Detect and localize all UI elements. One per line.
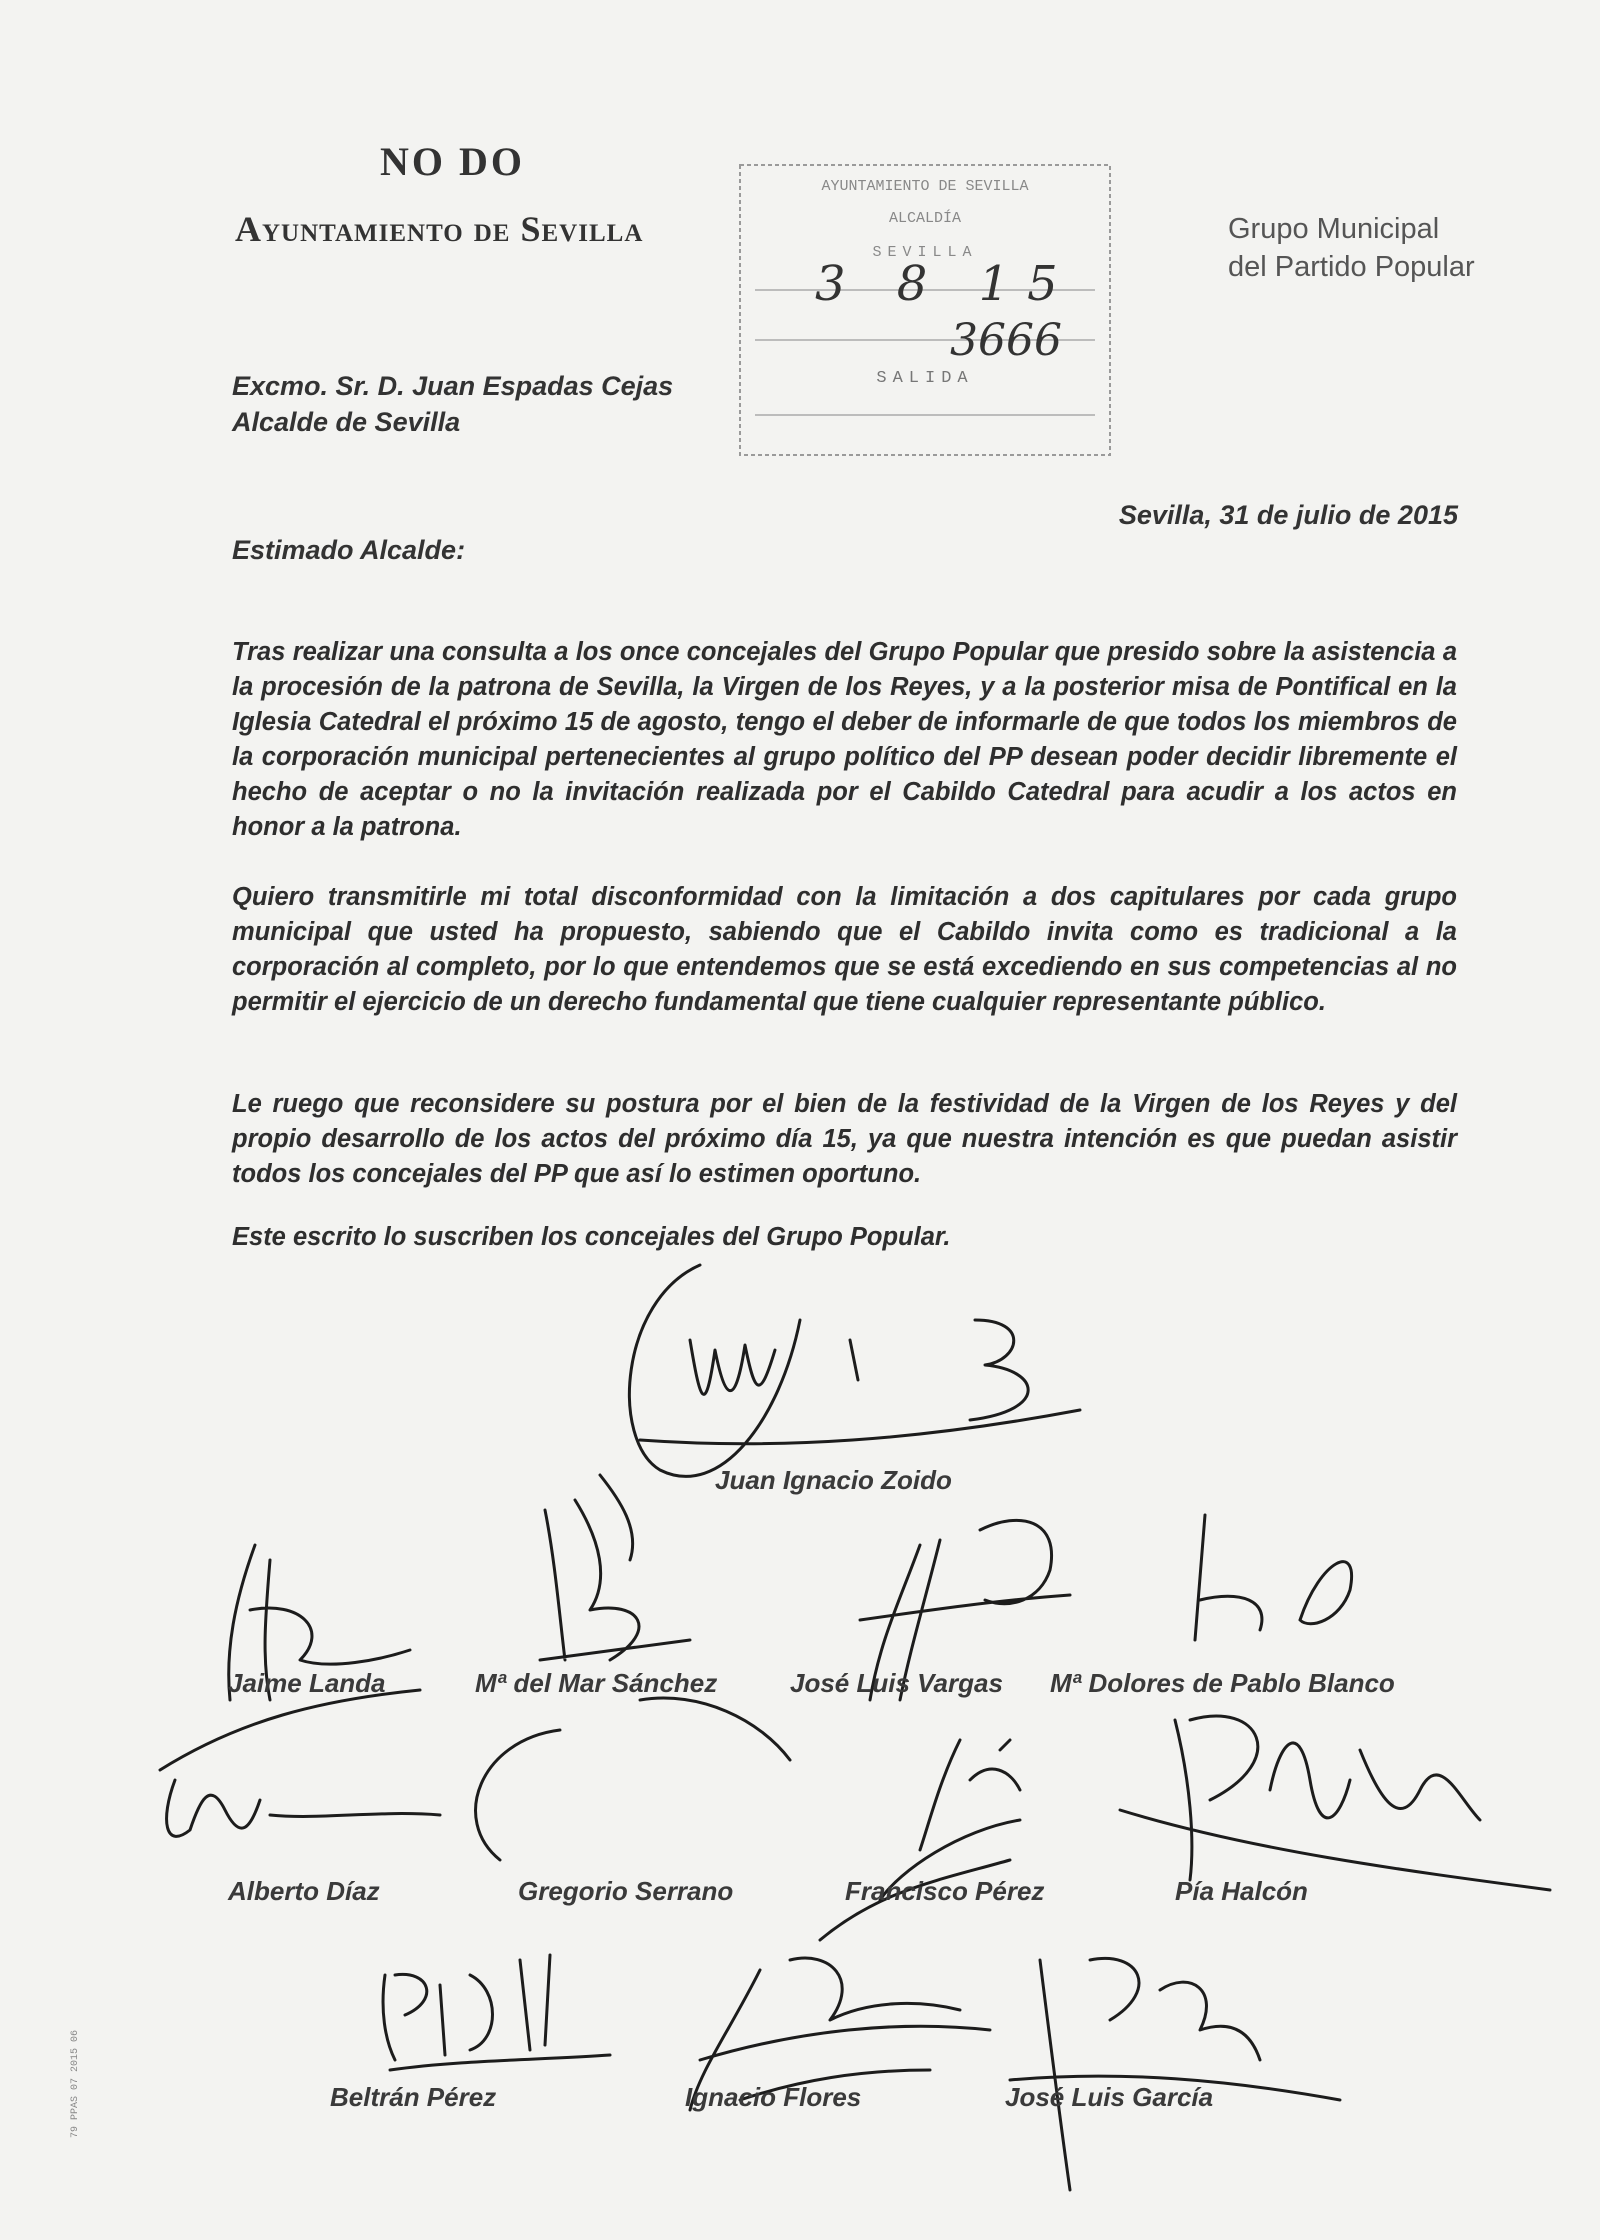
stamp-number-handwritten: 3666 [950, 315, 1062, 366]
party-group-line1: Grupo Municipal [1228, 213, 1440, 245]
signature-francisco-perez [820, 1740, 1020, 1940]
recipient-title: Alcalde de Sevilla [232, 407, 461, 437]
stamp-label: SALIDA [876, 369, 974, 388]
body-paragraph-1: Tras realizar una consulta a los once concejales del Grupo Popular que presido sobre la asistencia a la procesión de la patrona de Sevilla, la Virgen de los Reyes, y a la posterior misa de Pontifical en la Iglesia Catedral el próximo 15 de agosto, tengo el deber de informarle de que todos los miembros de la corporación municipal pertenecientes al grupo político del PP desean poder decidir libremente el hecho de aceptar o no la invitación realizada por el Cabildo Catedral para acudir a los actos en honor a la patrona. [232, 638, 1457, 841]
recipient-name: Excmo. Sr. D. Juan Espadas Cejas [232, 371, 674, 401]
signature-landa [160, 1545, 420, 1770]
signature-mar-sanchez [540, 1475, 690, 1660]
ayuntamiento-title: Ayuntamiento de Sevilla [235, 209, 644, 249]
body-paragraph-3: Le ruego que reconsidere su postura por el bien de la festividad de la Virgen de los Reyes y del propio desarrollo de los actos del próximo día 15, ya que nuestra intención es que puedan asistir todos los concejales del PP que así lo estimen oportuno. [232, 1090, 1457, 1188]
margin-reference-code: 79 PPAS 07 2015 06 [70, 2030, 81, 2139]
signatory-name: Ignacio Flores [685, 2082, 862, 2112]
signatory-name: Mª Dolores de Pablo Blanco [1050, 1668, 1395, 1698]
signatory-name: Mª del Mar Sánchez [475, 1668, 718, 1698]
letter-date: Sevilla, 31 de julio de 2015 [1118, 500, 1458, 530]
nodo-logo: NO DO [380, 139, 525, 184]
greeting: Estimado Alcalde: [232, 535, 466, 565]
signature-diaz [167, 1780, 440, 1836]
signatory-name: Juan Ignacio Zoido [715, 1465, 952, 1495]
stamp-line1: AYUNTAMIENTO DE SEVILLA [821, 178, 1029, 195]
signatory-name: Francisco Pérez [845, 1876, 1045, 1906]
signature-jose-luis-garcia [1010, 1958, 1340, 2190]
signatory-name: José Luis García [1005, 2082, 1214, 2112]
stamp-date-handwritten: 3 8 15 [815, 256, 1076, 312]
signatory-name: Pía Halcón [1175, 1876, 1308, 1906]
signature-pia-halcon [1120, 1716, 1550, 1890]
signatory-name: Alberto Díaz [228, 1876, 380, 1906]
signatory-name: Jaime Landa [228, 1668, 386, 1698]
signatory-name: Gregorio Serrano [518, 1876, 734, 1906]
signature-zoido [629, 1265, 1080, 1476]
signatory-name: Beltrán Pérez [330, 2082, 497, 2112]
signature-serrano [476, 1698, 790, 1860]
signature-depablo [1195, 1515, 1352, 1640]
signature-beltran-perez [383, 1955, 610, 2070]
party-group-line2: del Partido Popular [1228, 251, 1475, 283]
stamp-line2: ALCALDÍA [888, 210, 962, 227]
signatory-name: José Luis Vargas [790, 1668, 1003, 1698]
body-paragraph-2: Quiero transmitirle mi total disconformidad con la limitación a dos capitulares por cada grupo municipal que usted ha propuesto, sabiendo que el Cabildo invita como es tradicional a la corporación al completo, por lo que entendemos que se está excediendo en sus competencias al no permitir el ejercicio de un derecho fundamental que tiene cualquier representante público. [232, 883, 1457, 1016]
closing-line: Este escrito lo suscriben los concejales del Grupo Popular. [232, 1223, 951, 1251]
stamp-line3: SEVILLA [872, 244, 978, 261]
